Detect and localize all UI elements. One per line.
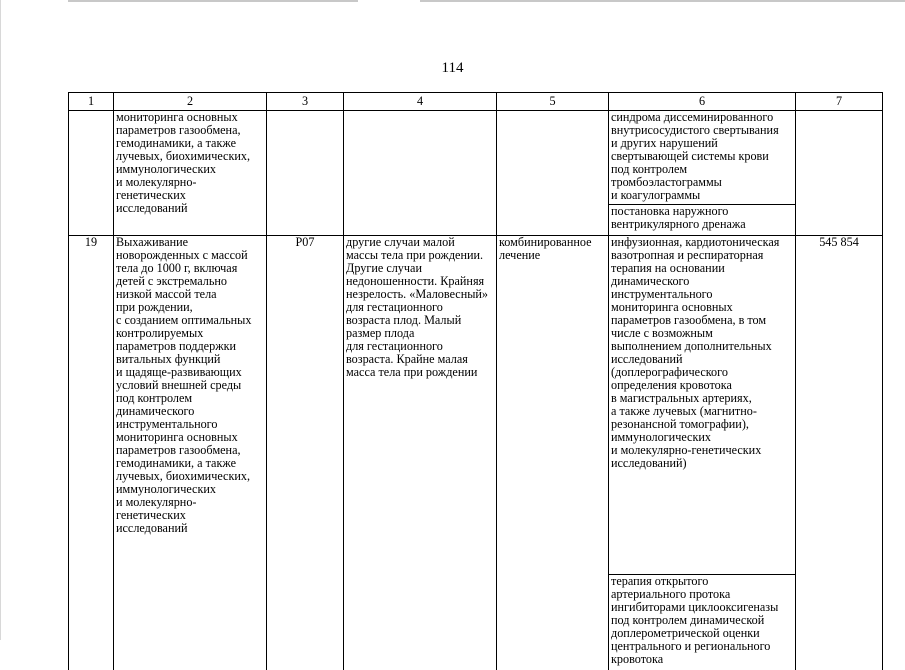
continuation-method-cell-2 <box>609 205 796 236</box>
page-number: 114 <box>0 60 905 77</box>
header-col-7: 7 <box>796 93 883 111</box>
row19-method-1: инфузионная, кардиотоническая вазотропная и респираторная терапия на основании динамического инструментального мониторинга основных параметров газообмена, в том числе с возможным выполнением дополнительных исследований (доплерографического определения кровотока в магистральных артериях, а также лучевых (магнитно- резонансной томографии), иммунологических и молекулярно-генетических исследований) <box>611 236 793 470</box>
continuation-code-cell <box>267 111 344 236</box>
scan-edge-left <box>0 0 1 640</box>
header-col-4: 4 <box>344 93 497 111</box>
row19-method-2: терапия открытого артериального протока ингибиторами циклооксигеназы под контролем динамической доплерометрической оценки центрального и регионального кровотока <box>611 575 793 666</box>
services-table <box>68 92 883 670</box>
row19-treatment-cell <box>497 236 609 670</box>
header-col-5: 5 <box>497 93 609 111</box>
scan-edge-top-right <box>420 0 905 2</box>
continuation-method-1: синдрома диссеминированного внутрисосудистого свертывания и других нарушений свертывающей системы крови под контролем тромбоэластограммы и коагулограммы <box>611 111 793 202</box>
row19-name-cell <box>114 236 267 670</box>
row19-cost: 545 854 <box>796 236 883 670</box>
row19-name: Выхаживание новорожденных с массой тела до 1000 г, включая детей с экстремально низкой массой тела при рождении, с созданием оптимальных контролируемых параметров поддержки витальных функций и щадяще-развивающих условий внешней среды под контролем динамического инструментального мониторинга основных параметров газообмена, гемодинамики, а также лучевых, биохимических, иммунологических и молекулярно- генетических исследований <box>116 236 264 535</box>
scan-edge-top-left <box>68 0 358 2</box>
row19-diagnosis: другие случаи малой массы тела при рождении. Другие случаи недоношенности. Крайняя незрелость. «Маловесный» для гестационного возраста плод. Малый размер плода для гестационного возраста. Крайне малая масса тела при рождении <box>346 236 494 379</box>
table-row <box>69 236 883 575</box>
continuation-diagnosis-cell <box>344 111 497 236</box>
continuation-method-cell-1 <box>609 111 796 205</box>
header-col-2: 2 <box>114 93 267 111</box>
header-col-3: 3 <box>267 93 344 111</box>
row19-number: 19 <box>69 236 114 670</box>
row19-method-cell-2 <box>609 575 796 670</box>
continuation-number-cell <box>69 111 114 236</box>
continuation-treatment-cell <box>497 111 609 236</box>
row19-code: P07 <box>267 236 344 670</box>
continuation-cost-cell <box>796 111 883 236</box>
row19-method-cell-1 <box>609 236 796 575</box>
continuation-method-2: постановка наружного вентрикулярного дренажа <box>611 205 793 231</box>
header-row <box>69 93 883 111</box>
header-col-6: 6 <box>609 93 796 111</box>
table-row <box>69 111 883 205</box>
row19-treatment-type: комбинированное лечение <box>499 236 606 262</box>
header-col-1: 1 <box>69 93 114 111</box>
row19-diagnosis-cell <box>344 236 497 670</box>
continuation-name: мониторинга основных параметров газообмена, гемодинамики, а также лучевых, биохимических, иммунологических и молекулярно- генетических исследований <box>116 111 264 215</box>
continuation-name-cell <box>114 111 267 236</box>
